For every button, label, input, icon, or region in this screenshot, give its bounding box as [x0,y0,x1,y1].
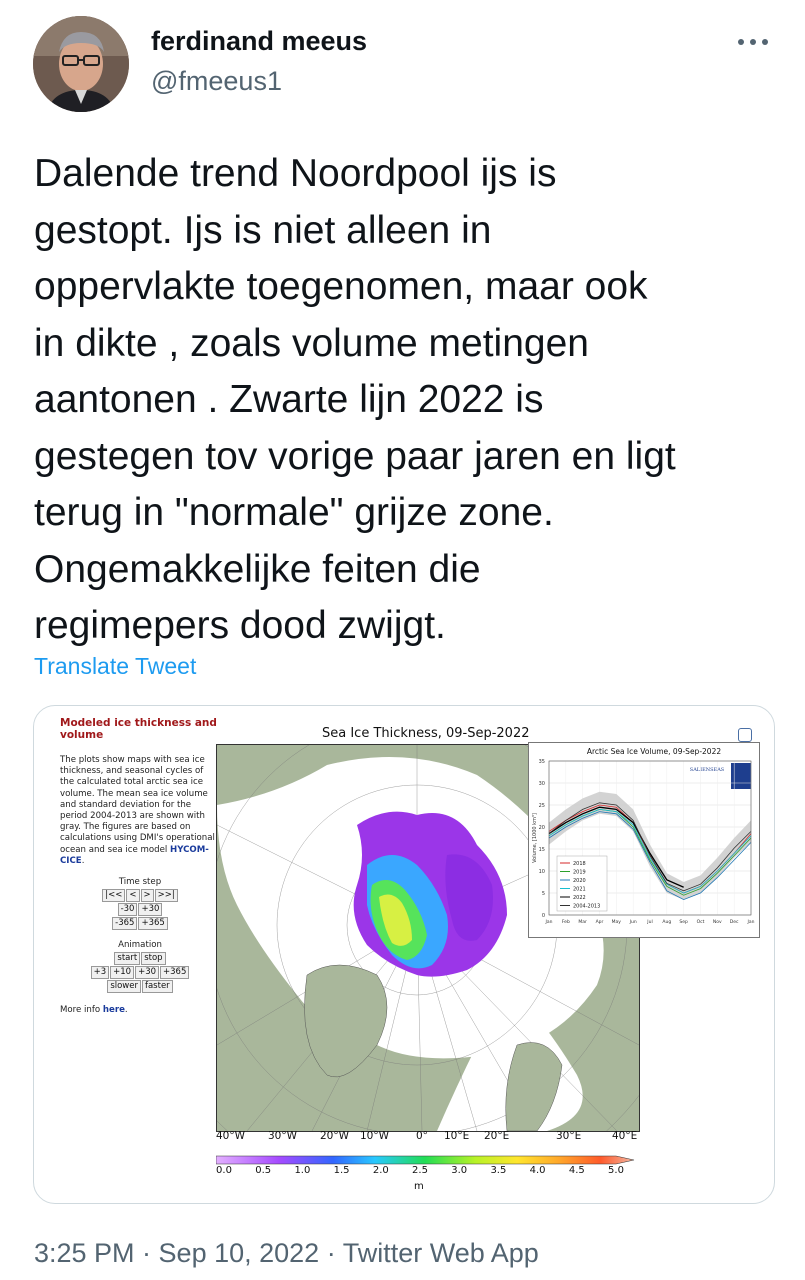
x-tick-label: Apr [595,920,604,925]
x-tick-label: Mar [578,920,587,925]
tweet-media-image[interactable] [33,705,775,1204]
animation-button[interactable]: +3 [91,966,110,979]
longitude-label: 10°W [360,1130,389,1142]
longitude-label: 0° [416,1130,428,1142]
x-tick-label: Jul [647,920,653,925]
time-step-button[interactable]: |<< [102,889,125,902]
author-name[interactable]: ferdinand meeus [151,26,368,56]
colorbar-unit: m [414,1181,424,1192]
tweet-timestamp [34,1238,539,1269]
info-panel [60,718,220,1198]
legend-label: 2018 [573,861,586,867]
time-step-button[interactable]: -30 [118,903,138,916]
legend-label: 2021 [573,886,586,893]
time-step-button[interactable]: < [126,889,139,902]
more-options-icon[interactable] [733,22,773,62]
source-app[interactable]: Twitter Web App [342,1238,539,1268]
colorbar-tick: 5.0 [608,1165,624,1176]
longitude-label: 20°E [484,1130,510,1142]
x-tick-label: Jun [629,920,637,925]
x-tick-label: May [611,920,621,925]
animation-button[interactable]: slower [107,980,141,993]
colorbar-tick: 2.5 [412,1165,428,1176]
y-axis-label: Volume, [1000 km³] [532,813,538,863]
longitude-label: 30°E [556,1130,582,1142]
panel-description: The plots show maps with sea ice thickness, and seasonal cycles of the calculated total arctic sea ice volume. The mean sea ice volume and standard deviation for the period 2004-2013 are shown with gray. The figures are based on calculations using DMI's operational ocean and sea ice model HYCOM-CICE. [60,755,215,866]
dots-icon [737,38,769,46]
panel-title: Modeled ice thickness and volume [60,717,217,741]
time-step-label: Time step [118,877,162,888]
translate-tweet-link[interactable]: Translate Tweet [34,653,197,679]
legend-label: 2004-2013 [573,903,601,910]
colorbar-tick: 4.5 [568,1165,585,1176]
y-tick-label: 20 [538,825,545,831]
animation-button[interactable]: stop [141,952,165,965]
expand-icon [738,728,752,742]
legend-label: 2022 [573,895,586,901]
colorbar-tick: 4.0 [529,1165,546,1176]
inset-title: Arctic Sea Ice Volume, 09-Sep-2022 [586,747,722,756]
colorbar [216,1153,638,1195]
longitude-labels [216,1130,638,1144]
volume-inset-chart [528,742,760,938]
animation-row-2 [60,966,220,979]
colorbar-ticks [216,1165,638,1177]
animation-button[interactable]: +365 [160,966,189,979]
avatar-photo [33,16,129,112]
time-step-row-2 [60,903,220,916]
time-step-row-1 [60,889,220,902]
animation-row-3 [60,980,220,993]
avatar[interactable] [33,16,129,112]
longitude-label: 10°E [444,1130,470,1142]
longitude-label: 20°W [320,1130,349,1142]
y-tick-label: 0 [541,913,545,919]
colorbar-tick: 1.5 [333,1165,350,1176]
y-tick-label: 25 [538,803,545,809]
time-step-button[interactable]: +365 [138,917,167,930]
time-step-button[interactable]: +30 [138,903,162,916]
volume-chart [529,743,759,937]
more-info-link[interactable]: here [102,1005,125,1016]
animation-button[interactable]: faster [142,980,173,993]
animation-button[interactable]: +30 [135,966,159,979]
colorbar-tick: 2.0 [372,1165,389,1176]
animation-button[interactable]: +10 [110,966,134,979]
x-tick-label: Jan [747,920,755,925]
colorbar-tick: 0.5 [255,1165,272,1176]
longitude-label: 40°E [612,1130,638,1142]
model-name: HYCOM-CICE [60,844,209,866]
time-step-button[interactable]: -365 [112,917,137,930]
colorbar-tick: 3.0 [451,1165,468,1176]
y-tick-label: 30 [538,781,545,787]
more-info: More info here. [60,1005,128,1016]
longitude-label: 30°W [268,1130,297,1142]
x-tick-label: Nov [712,920,722,925]
more-info-prefix: More info [60,1005,103,1016]
longitude-label: 40°W [216,1130,245,1142]
panel-description-text: The plots show maps with sea ice thickness, and seasonal cycles of the calculated total arctic sea ice volume. The mean sea ice volume and standard deviation for the period 2004-2013 are shown with gray. The figures are based on calculations using DMI's operational ocean and sea ice model [60,755,215,855]
map-title: Sea Ice Thickness, 09-Sep-2022 [322,726,530,741]
tweet-text: Dalende trend Noordpool ijs is gestopt. Ijs is niet alleen in oppervlakte toegenomen, maar ook in dikte , zoals volume metingen aantonen . Zwarte lijn 2022 is gestegen tov vorige paar jaren en ligt terug in "normale" grijze zone. Ongemakkelijke feiten die regimepers dood zwijgt. [34,152,676,647]
y-tick-label: 5 [541,891,545,897]
legend-label: 2020 [573,878,586,884]
y-tick-label: 15 [538,847,545,853]
colorbar-tick: 1.0 [294,1165,311,1176]
logo-text: SALIENSEAS [689,767,725,773]
colorbar-tick: 3.5 [490,1165,507,1176]
x-tick-label: Aug [662,920,672,925]
author-handle[interactable]: @fmeeus1 [151,66,282,96]
timestamp-text[interactable]: 3:25 PM · Sep 10, 2022 · [34,1238,343,1268]
animation-row-1 [60,952,220,965]
x-tick-label: Oct [696,920,705,925]
time-step-row-3 [60,917,220,930]
x-tick-label: Feb [561,920,570,925]
animation-label: Animation [118,940,162,951]
time-step-button[interactable]: > [141,889,154,902]
animation-button[interactable]: start [114,952,140,965]
y-tick-label: 35 [538,759,545,765]
y-tick-label: 10 [538,869,545,875]
x-tick-label: Dec [729,920,739,925]
x-tick-label: Sep [679,920,688,925]
time-step-button[interactable]: >>| [155,889,178,902]
x-tick-label: Jan [545,920,553,925]
colorbar-tick: 0.0 [216,1165,232,1176]
legend-label: 2019 [573,869,586,876]
